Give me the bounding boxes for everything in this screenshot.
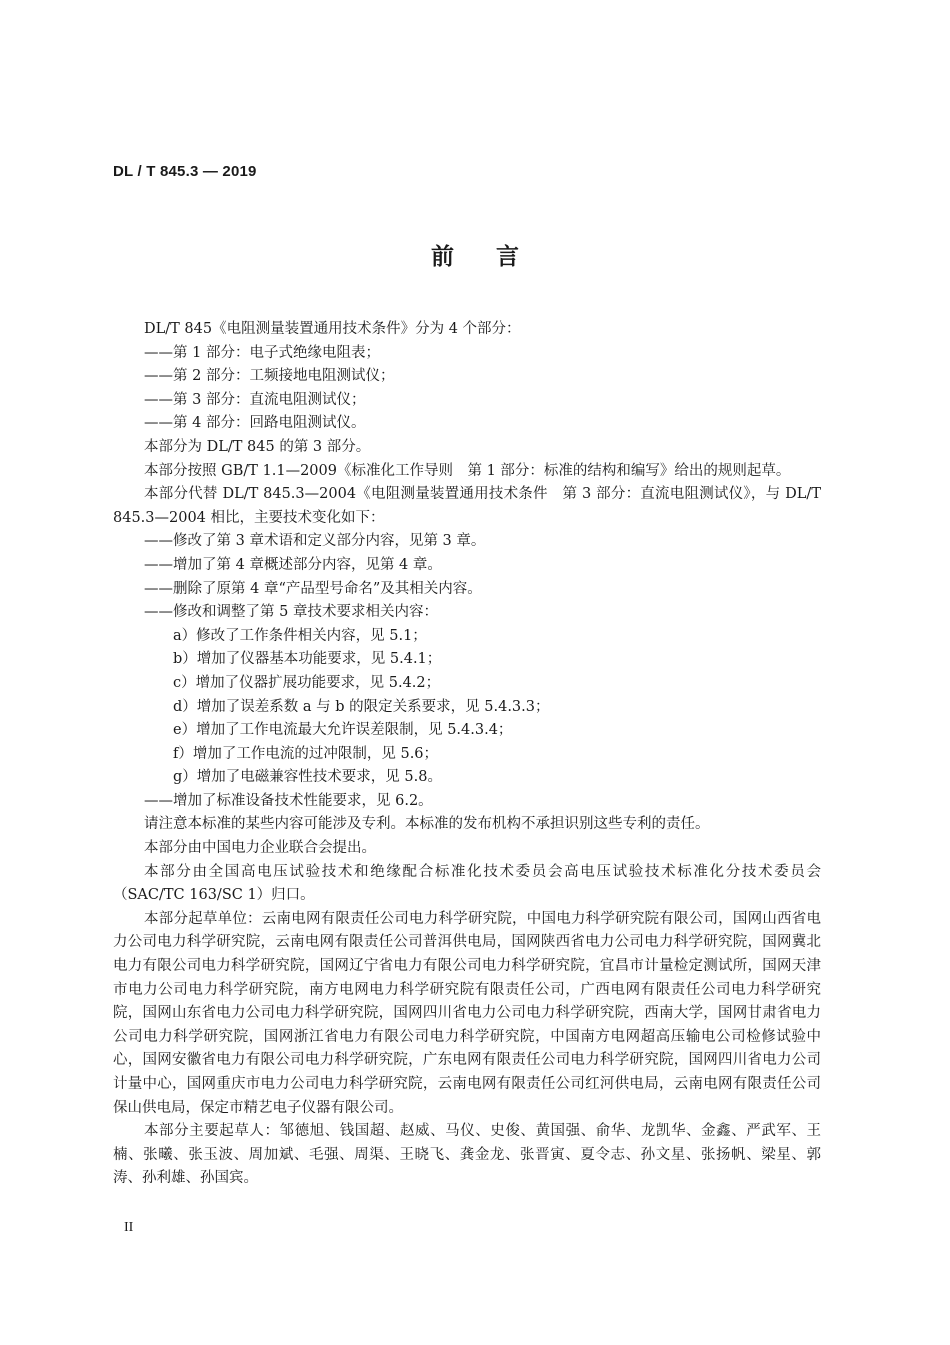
list-item: ——修改了第 3 章术语和定义部分内容，见第 3 章。 <box>144 533 486 550</box>
paragraph: 本部分代替 DL/T 845.3—2004《电阻测量装置通用技术条件 第 3 部分：直流电阻测试仪》，与 DL/T 845.3—2004 相比，主要技术变化如下： <box>113 486 821 526</box>
paragraph: 本部分按照 GB/T 1.1—2009《标准化工作导则 第 1 部分：标准的结构和编写》给出的规则起草。 <box>144 462 791 479</box>
page-number: II <box>124 1220 134 1235</box>
list-item: ——增加了第 4 章概述部分内容，见第 4 章。 <box>144 556 442 573</box>
sub-item: d）增加了误差系数 a 与 b 的限定关系要求，见 5.4.3.3； <box>173 698 550 715</box>
list-item: ——第 4 部分：回路电阻测试仪。 <box>144 415 366 432</box>
paragraph: 本部分由全国高电压试验技术和绝缘配合标准化技术委员会高电压试验技术标准化分技术委员会（SAC/TC 163/SC 1）归口。 <box>113 863 821 904</box>
list-item: ——修改和调整了第 5 章技术要求相关内容： <box>144 604 438 621</box>
sub-item: a）修改了工作条件相关内容，见 5.1； <box>173 627 427 644</box>
sub-item: c）增加了仪器扩展功能要求，见 5.4.2； <box>173 674 441 691</box>
paragraph: 本部分主要起草人：邹德旭、钱国超、赵威、马仪、史俊、黄国强、俞华、龙凯华、金鑫、严武军、王楠、张曦、张玉波、周加斌、毛强、周渠、王晓飞、龚金龙、张晋寅、夏令志、孙文星、张扬帆、梁星、郭涛、孙利雄、孙国宾。 <box>113 1123 821 1187</box>
paragraph: 本部分为 DL/T 845 的第 3 部分。 <box>144 438 371 455</box>
preface-body <box>113 318 821 1191</box>
list-item: ——删除了原第 4 章“产品型号命名”及其相关内容。 <box>144 580 482 597</box>
paragraph: 本部分由中国电力企业联合会提出。 <box>144 840 376 857</box>
sub-item: f）增加了工作电流的过冲限制，见 5.6； <box>173 745 439 762</box>
sub-item: e）增加了工作电流最大允许误差限制，见 5.4.3.4； <box>173 722 513 739</box>
sub-item: b）增加了仪器基本功能要求，见 5.4.1； <box>173 651 442 668</box>
paragraph: 本部分起草单位：云南电网有限责任公司电力科学研究院，中国电力科学研究院有限公司，国网山西省电力公司电力科学研究院，云南电网有限责任公司普洱供电局，国网陕西省电力公司电力科学研究院，国网冀北电力有限公司电力科学研究院，国网辽宁省电力有限公司电力科学研究院，宜昌市计量检定测试所，国网天津市电力公司电力科学研究院，南方电网电力科学研究院有限责任公司，广西电网有限责任公司电力科学研究院，国网山东省电力公司电力科学研究院，国网四川省电力公司电力科学研究院，西南大学，国网甘肃省电力公司电力科学研究院，国网浙江省电力有限公司电力科学研究院，中国南方电网超高压输电公司检修试验中心，国网安徽省电力有限公司电力科学研究院，广东电网有限责任公司电力科学研究院，国网四川省电力公司计量中心，国网重庆市电力公司电力科学研究院，云南电网有限责任公司红河供电局，云南电网有限责任公司保山供电局，保定市精艺电子仪器有限公司。 <box>113 910 821 1116</box>
list-item: ——第 1 部分：电子式绝缘电阻表； <box>144 344 380 361</box>
document-code: DL / T 845.3 — 2019 <box>113 163 257 180</box>
page-title: 前言 <box>431 244 561 270</box>
sub-item: g）增加了电磁兼容性技术要求，见 5.8。 <box>173 769 442 786</box>
list-item: ——增加了标准设备技术性能要求，见 6.2。 <box>144 792 433 809</box>
paragraph: DL/T 845《电阻测量装置通用技术条件》分为 4 个部分： <box>144 321 521 337</box>
list-item: ——第 2 部分：工频接地电阻测试仪； <box>144 368 395 385</box>
paragraph: 请注意本标准的某些内容可能涉及专利。本标准的发布机构不承担识别这些专利的责任。 <box>144 816 710 833</box>
list-item: ——第 3 部分：直流电阻测试仪； <box>144 391 366 408</box>
